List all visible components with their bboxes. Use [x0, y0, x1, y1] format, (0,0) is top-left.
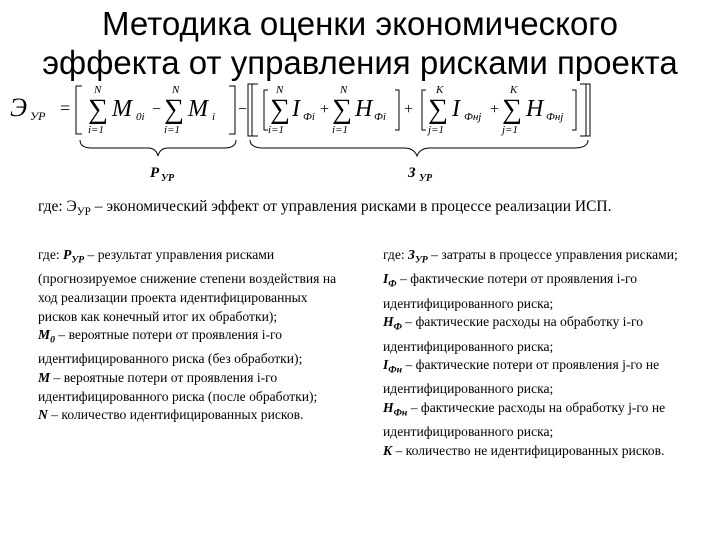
- sum-lower-4: i=1: [332, 124, 348, 136]
- sum-sign-3: ∑: [270, 94, 290, 125]
- bracket-inner-right-1: [395, 90, 399, 130]
- m0-definition: – вероятные потери от проявления i-го идентифицированного риска (без обработки);: [38, 327, 303, 367]
- economic-effect-formula: [0, 78, 720, 188]
- m-symbol: M: [188, 96, 208, 122]
- m0-term: M: [38, 327, 51, 343]
- if-term-sub: Ф: [388, 279, 397, 291]
- i-sub-1: Фi: [303, 111, 315, 123]
- left-definitions: [38, 246, 343, 425]
- h-sub-1: Фi: [374, 111, 386, 123]
- sum-sign-6: ∑: [502, 94, 522, 125]
- k-term: K: [383, 442, 393, 458]
- m0-sub: 0i: [136, 111, 145, 123]
- sum-sign-5: ∑: [428, 94, 448, 125]
- p-term-sub: УР: [71, 254, 85, 266]
- if-definition: – фактические потери от проявления i-го идентифицированного риска;: [383, 271, 638, 311]
- bracket-left-2b: [252, 84, 258, 136]
- minus-2: −: [238, 101, 248, 118]
- underbrace-p: [80, 140, 236, 156]
- where-main-sub: УР: [76, 206, 91, 219]
- underbrace-label-p-sub: УР: [161, 173, 175, 184]
- formula-lhs-sub: УР: [30, 109, 46, 123]
- p-definition: – результат управления рисками (прогнозируемое снижение степени воздействия на ход реализации проекта идентифицированных рисков как конечный итог их обработки);: [38, 247, 337, 324]
- right-definitions: [383, 246, 713, 461]
- hf-definition: – фактические расходы на обработку i-го идентифицированного риска;: [383, 314, 644, 354]
- bracket-left-2a: [248, 84, 254, 136]
- title-line-1: Методика оценки экономического: [102, 5, 618, 42]
- bracket-inner-right-2: [572, 90, 576, 130]
- underbrace-label-z: З: [408, 165, 416, 181]
- if-term: I: [383, 271, 389, 287]
- sum-sign-1: ∑: [88, 94, 108, 125]
- slide-title: [0, 4, 720, 82]
- hfn-term: H: [383, 400, 394, 416]
- n-term: N: [38, 407, 48, 423]
- h-symbol-1: H: [355, 96, 373, 122]
- sum-lower-5: j=1: [428, 124, 444, 136]
- where-main-prefix: где: Э: [38, 198, 77, 215]
- sum-upper-4: N: [340, 84, 348, 96]
- hf-term-sub: Ф: [393, 321, 402, 333]
- sum-lower-2: i=1: [164, 124, 180, 136]
- ifn-definition: – фактические потери от проявления j-го не идентифицированного риска;: [383, 357, 660, 397]
- sum-lower-6: j=1: [502, 124, 518, 136]
- underbrace-label-p: Р: [150, 165, 160, 181]
- m0-symbol: M: [112, 96, 132, 122]
- m-term: M: [38, 370, 51, 385]
- bracket-right-1: [229, 86, 235, 134]
- ifn-term-sub: Фн: [388, 364, 403, 376]
- i-symbol-2: I: [452, 96, 460, 122]
- right-intro: где:: [383, 247, 409, 262]
- ifn-term: I: [383, 357, 389, 373]
- underbrace-z: [250, 140, 588, 156]
- sum-upper-5: K: [436, 84, 444, 96]
- bracket-left-1: [76, 86, 82, 134]
- title-line-2: эффекта от управления рисками проекта: [42, 44, 678, 81]
- sum-lower-1: i=1: [88, 124, 104, 136]
- h-sub-2: Фнj: [546, 111, 564, 123]
- sum-sign-2: ∑: [164, 94, 184, 125]
- z-definition: – затраты в процессе управления рисками;: [427, 247, 678, 262]
- z-term: З: [408, 247, 415, 262]
- p-term: Р: [63, 247, 72, 262]
- hfn-term-sub: Фн: [393, 407, 408, 419]
- z-term-sub: УР: [414, 254, 428, 266]
- m-sub: i: [212, 111, 216, 123]
- i-symbol-1: I: [292, 96, 300, 122]
- plus-1: +: [320, 101, 330, 118]
- bracket-right-2b: [580, 84, 586, 136]
- n-definition: – количество идентифицированных рисков.: [47, 407, 304, 423]
- m0-term-sub: 0: [50, 334, 55, 346]
- where-main-text: – экономический эффект от управления рисками в процессе реализации ИСП.: [90, 198, 612, 215]
- sum-upper-6: K: [510, 84, 518, 96]
- k-definition: – количество не идентифицированных рисков.: [392, 442, 665, 458]
- sum-upper-3: N: [276, 84, 284, 96]
- plus-3: +: [490, 101, 500, 118]
- m-definition: – вероятные потери от проявления i-го идентифицированного риска (после обработки);: [38, 370, 318, 404]
- formula-lhs: Э: [10, 93, 28, 122]
- hf-term: H: [383, 314, 394, 330]
- bracket-inner-left-2: [422, 90, 426, 130]
- sum-lower-3: i=1: [268, 124, 284, 136]
- sum-sign-4: ∑: [332, 94, 352, 125]
- plus-2: +: [404, 101, 414, 118]
- hfn-definition: – фактические расходы на обработку j-го не идентифицированного риска;: [383, 400, 666, 440]
- sum-upper-2: N: [172, 84, 180, 96]
- bracket-right-2a: [584, 84, 590, 136]
- left-intro: где:: [38, 247, 64, 262]
- i-sub-2: Фнj: [464, 111, 482, 123]
- formula-equals: =: [60, 98, 71, 118]
- underbrace-label-z-sub: УР: [419, 173, 433, 184]
- sum-upper-1: N: [94, 84, 102, 96]
- where-main-line: [38, 198, 708, 218]
- h-symbol-2: H: [526, 96, 544, 122]
- minus-1: −: [152, 101, 162, 118]
